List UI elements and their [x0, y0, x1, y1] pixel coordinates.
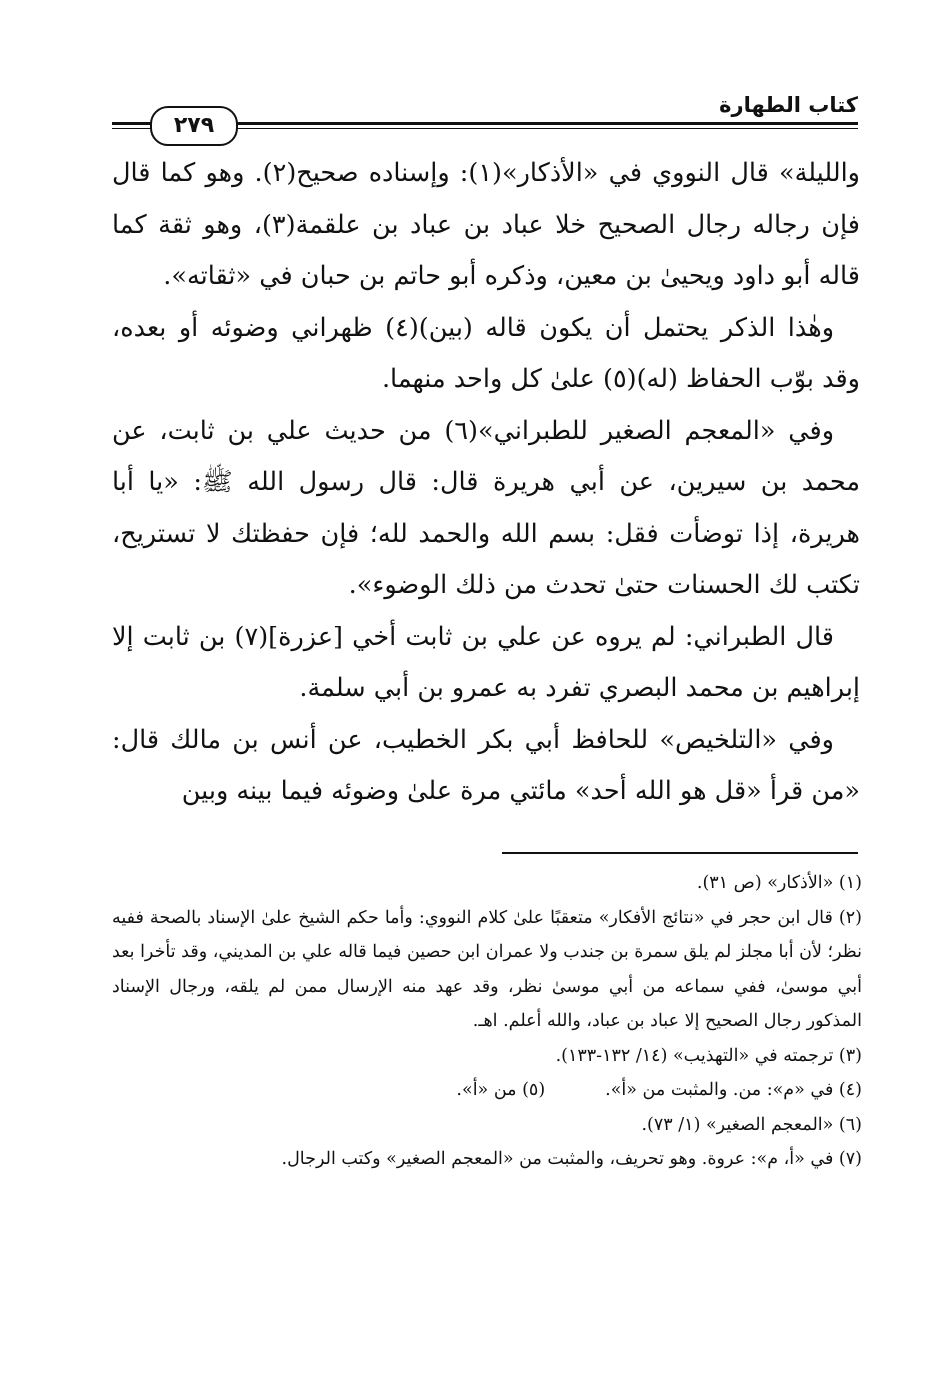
footnote-3: (٣) ترجمته في «التهذيب» (١٤/ ١٣٢-١٣٣). — [555, 1045, 862, 1066]
footnote-separator — [502, 852, 858, 854]
chapter-title: كتاب الطهارة — [713, 92, 858, 118]
paragraph-4: قال الطبراني: لم يروه عن علي بن ثابت أخي [عزرة](٧) بن ثابت إلا إبراهيم بن محمد البصري تفرد به عمرو بن أبي سلمة. — [112, 621, 860, 703]
footnote-7: (٧) في «أ، م»: عروة. وهو تحريف، والمثبت من «المعجم الصغير» وكتب الرجال. — [281, 1149, 862, 1169]
footnote-6: (٦) «المعجم الصغير» (١/ ٧٣). — [641, 1114, 862, 1135]
footnote-4-5-line — [112, 1073, 862, 1108]
paragraph-5: وفي «التلخيص» للحافظ أبي بكر الخطيب، عن أنس بن مالك قال: «من قرأ «قل هو الله أحد» مائتي مرة علىٰ وضوئه فيما بينه وبين — [112, 724, 860, 806]
paragraph-1: والليلة» قال النووي في «الأذكار»(١): وإسناده صحيح(٢). وهو كما قال فإن رجاله رجال الصحيح خلا عباد بن عباد بن علقمة(٣)، وهو ثقة كما قاله أبو داود ويحيىٰ بن معين، وذكره أبو حاتم بن حبان في «ثقاته». — [112, 158, 860, 291]
paragraph-3: وفي «المعجم الصغير للطبراني»(٦) من حديث علي بن ثابت، عن محمد بن سيرين، عن أبي هريرة قال: قال رسول الله ﷺ: «يا أبا هريرة، إذا توضأت فقل: بسم الله والحمد لله؛ فإن حفظتك لا تستريح، تكتب لك الحسنات حتىٰ تحدث من ذلك الوضوء». — [112, 415, 860, 600]
footnotes — [112, 866, 862, 1177]
footnote-5: (٥) من «أ». — [456, 1080, 546, 1100]
footnote-2: (٢) قال ابن حجر في «نتائج الأفكار» متعقبًا علىٰ كلام النووي: وأما حكم الشيخ علىٰ الإسناد بالصحة ففيه نظر؛ لأن أبا مجلز لم يلق سمرة بن جندب ولا عمران ابن حصين فيما قاله علي بن المديني، وقد تأخرا بعد أبي موسىٰ، ففي سماعه من أبي موسىٰ نظر، وقد عهد منه الإرسال ممن لم يلقه، ورجال الإسناد المذكور رجال الصحيح إلا عباد بن عباد، والله أعلم. اهـ. — [112, 907, 862, 1031]
footnote-4: (٤) في «م»: من. والمثبت من «أ». — [605, 1080, 862, 1100]
paragraph-2: وهٰذا الذكر يحتمل أن يكون قاله (بين)(٤) ظهراني وضوئه أو بعده، وقد بوّب الحفاظ (له)(٥) علىٰ كل واحد منهما. — [112, 312, 860, 394]
running-header — [112, 92, 858, 136]
main-text — [112, 148, 860, 818]
page-number: ٢٧٩ — [150, 106, 238, 146]
footnote-1: (١) «الأذكار» (ص ٣١). — [696, 873, 862, 893]
